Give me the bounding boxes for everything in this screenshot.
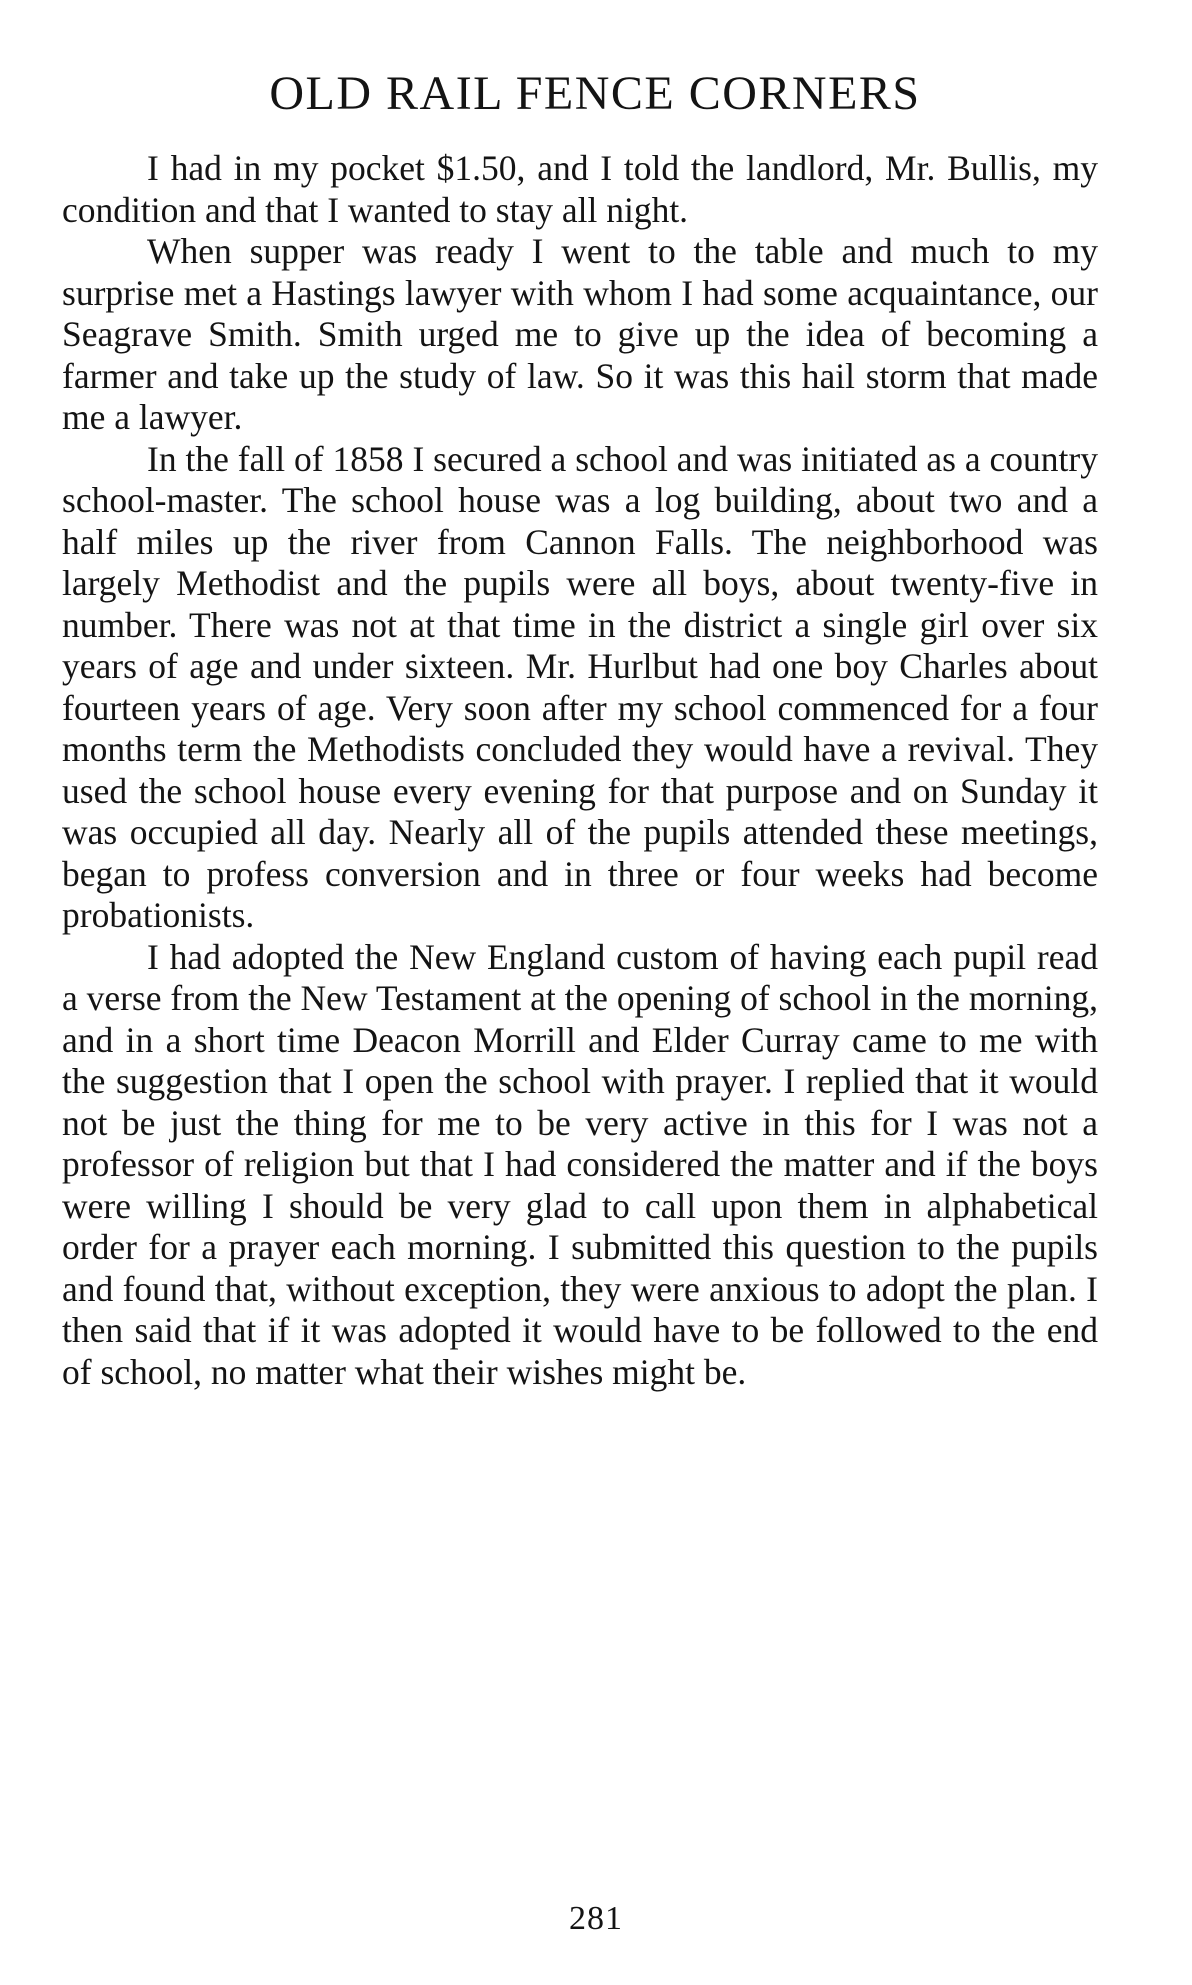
paragraph: When supper was ready I went to the table and much to my surprise met a Hastings lawyer with whom I had some acquaintance, our Seagrave Smith. Smith urged me to give up the idea of becoming a farmer and take up the study of law. So it was this hail storm that made me a lawyer. — [62, 231, 1098, 437]
paragraph: I had adopted the New England custom of having each pupil read a verse from the New Testament at the opening of school in the morning, and in a short time Deacon Morrill and Elder Curray came to me with the suggestion that I open the school with prayer. I replied that it would not be just the thing for me to be very active in this for I was not a professor of religion but that I had considered the matter and if the boys were willing I should be very glad to call upon them in alphabetical order for a prayer each morning. I submitted this question to the pupils and found that, without exception, they were anxious to adopt the plan. I then said that if it was adopted it would have to be followed to the end of school, no matter what their wishes might be. — [62, 936, 1098, 1392]
book-page — [62, 67, 1098, 1393]
running-head: OLD RAIL FENCE CORNERS — [269, 67, 921, 120]
paragraph: I had in my pocket $1.50, and I told the landlord, Mr. Bullis, my condition and that I wanted to stay all night. — [62, 148, 1098, 230]
page-number: 281 — [569, 1900, 623, 1937]
paragraph: In the fall of 1858 I secured a school and was initiated as a country school-master. The school house was a log building, about two and a half miles up the river from Cannon Falls. The neighborhood was largely Methodist and the pupils were all boys, about twenty-five in number. There was not at that time in the district a single girl over six years of age and under sixteen. Mr. Hurlbut had one boy Charles about fourteen years of age. Very soon after my school commenced for a four months term the Methodists concluded they would have a revival. They used the school house every evening for that purpose and on Sunday it was occupied all day. Nearly all of the pupils attended these meetings, began to profess conversion and in three or four weeks had become probationists. — [62, 438, 1098, 935]
